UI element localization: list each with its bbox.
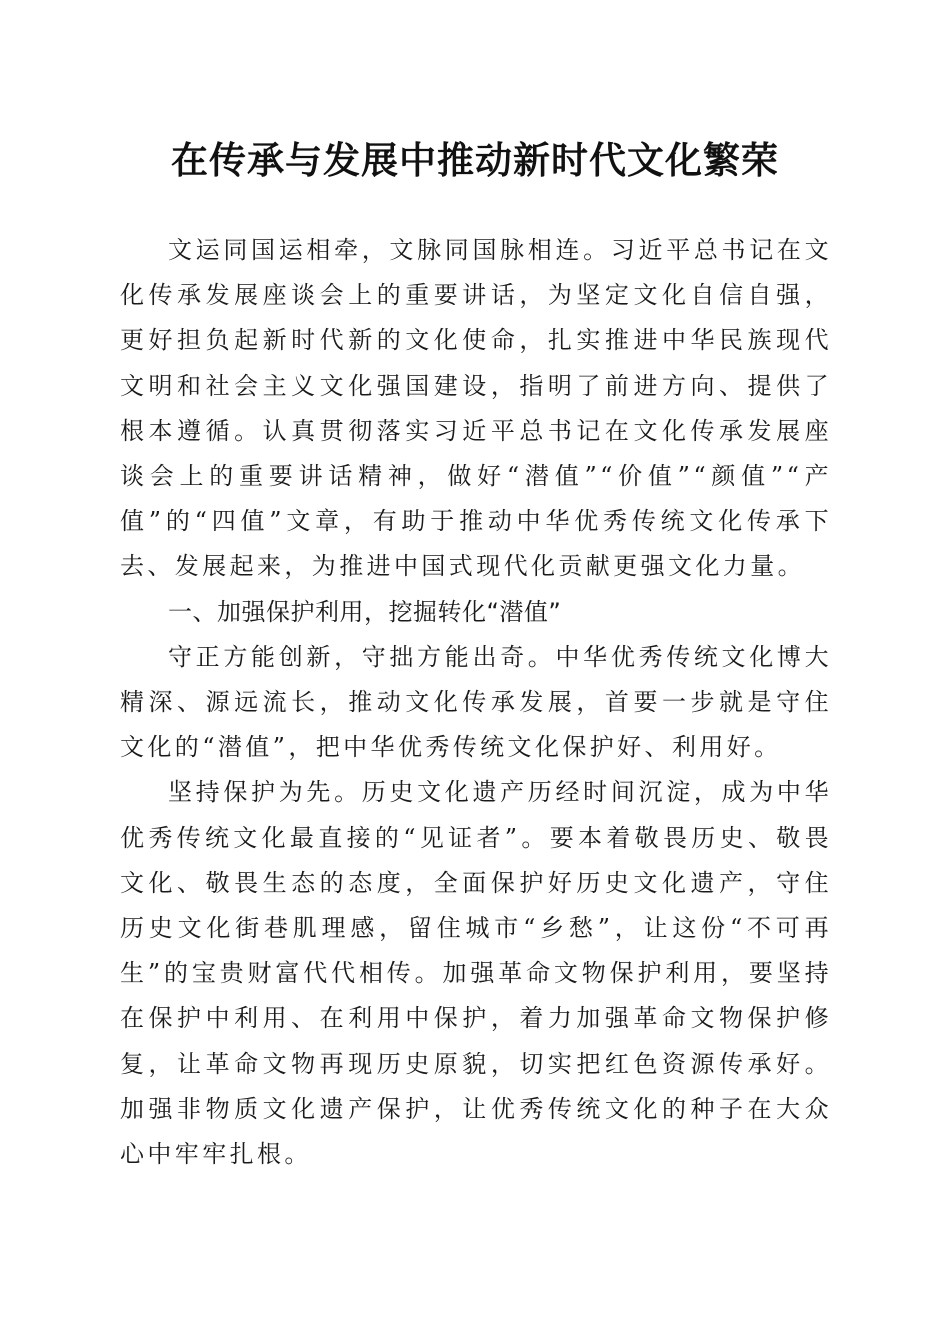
document-title: 在传承与发展中推动新时代文化繁荣	[171, 138, 779, 182]
section-heading: 一、加强保护利用，挖掘转化“潜值”	[168, 597, 562, 626]
document-body	[120, 228, 832, 1177]
section-paragraph: 坚持保护为先。历史文化遗产历经时间沉淀，成为中华优秀传统文化最直接的“见证者”。要本着敬畏历史、敬畏文化、敬畏生态的态度，全面保护好历史文化遗产，守住历史文化街巷肌理感，留住城市“乡愁”，让这份“不可再生”的宝贵财富代代相传。加强革命文物保护利用，要坚持在保护中利用、在利用中保护，着力加强革命文物保护修复，让革命文物再现历史原貌，切实把红色资源传承好。加强非物质文化遗产保护，让优秀传统文化的种子在大众心中牢牢扎根。	[120, 778, 832, 1169]
intro-paragraph: 文运同国运相牵，文脉同国脉相连。习近平总书记在文化传承发展座谈会上的重要讲话，为坚定文化自信自强，更好担负起新时代新的文化使命，扎实推进中华民族现代文明和社会主义文化强国建设，指明了前进方向、提供了根本遵循。认真贯彻落实习近平总书记在文化传承发展座谈会上的重要讲话精神，做好“潜值”“价值”“颜值”“产值”的“四值”文章，有助于推动中华优秀传统文化传承下去、发展起来，为推进中国式现代化贡献更强文化力量。	[120, 236, 832, 581]
section-paragraph: 守正方能创新，守拙方能出奇。中华优秀传统文化博大精深、源远流长，推动文化传承发展，首要一步就是守住文化的“潜值”，把中华优秀传统文化保护好、利用好。	[120, 642, 832, 762]
